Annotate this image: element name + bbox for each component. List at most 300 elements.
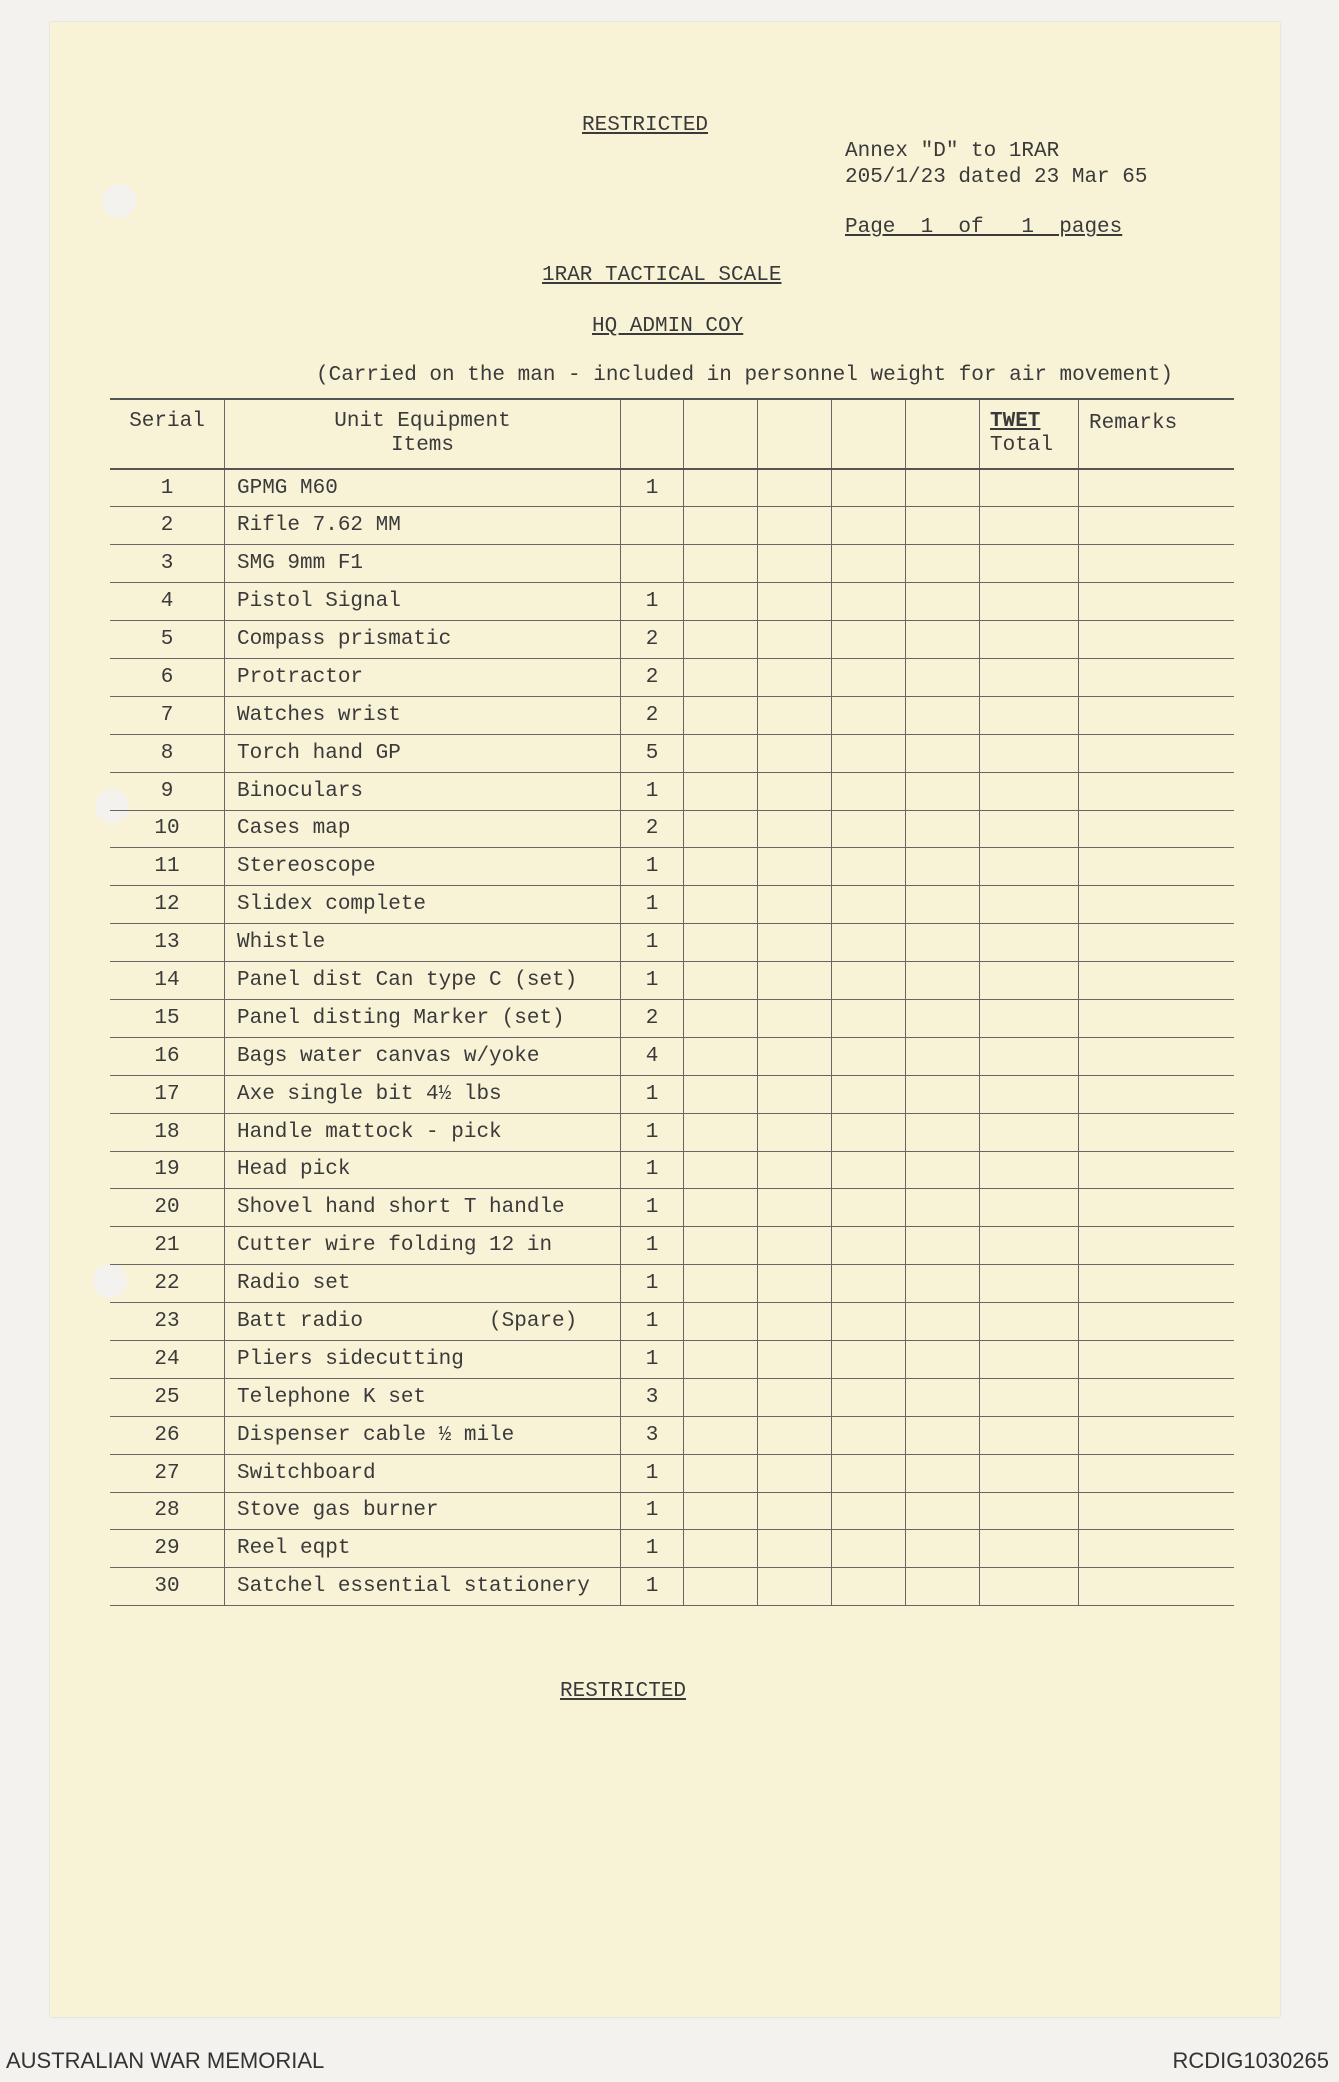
annex-line-2: 205/1/23 dated 23 Mar 65 xyxy=(845,166,1148,189)
item-cell: Cutter wire folding 12 in xyxy=(225,1227,621,1265)
header-items-line-1: Unit Equipment xyxy=(334,410,511,433)
quantity-cell xyxy=(621,507,684,545)
remarks-cell xyxy=(1079,1340,1235,1378)
twet-total-cell xyxy=(980,1037,1079,1075)
twet-total-cell xyxy=(980,924,1079,962)
quantity-cell: 2 xyxy=(621,810,684,848)
item-cell: Rifle 7.62 MM xyxy=(225,507,621,545)
blank-cell xyxy=(832,1416,906,1454)
header-twet: TWET xyxy=(990,410,1041,433)
table-row xyxy=(110,696,1234,734)
table-header-row xyxy=(110,399,1234,469)
item-cell: Pliers sidecutting xyxy=(225,1340,621,1378)
twet-total-cell xyxy=(980,1303,1079,1341)
blank-cell xyxy=(906,924,980,962)
blank-cell xyxy=(758,1037,832,1075)
quantity-cell: 1 xyxy=(621,1492,684,1530)
blank-cell xyxy=(906,962,980,1000)
quantity-cell: 2 xyxy=(621,696,684,734)
quantity-cell: 5 xyxy=(621,734,684,772)
blank-cell xyxy=(832,1303,906,1341)
twet-total-cell xyxy=(980,1454,1079,1492)
item-cell: Whistle xyxy=(225,924,621,962)
blank-cell xyxy=(684,621,758,659)
header-blank-1 xyxy=(684,399,758,469)
table-row xyxy=(110,545,1234,583)
twet-total-cell xyxy=(980,810,1079,848)
quantity-cell: 1 xyxy=(621,962,684,1000)
blank-cell xyxy=(758,886,832,924)
blank-cell xyxy=(832,696,906,734)
quantity-cell: 1 xyxy=(621,848,684,886)
quantity-cell: 3 xyxy=(621,1416,684,1454)
serial-cell: 8 xyxy=(110,734,225,772)
table-row xyxy=(110,1265,1234,1303)
item-cell: SMG 9mm F1 xyxy=(225,545,621,583)
blank-cell xyxy=(832,999,906,1037)
table-row xyxy=(110,583,1234,621)
blank-cell xyxy=(758,1530,832,1568)
blank-cell xyxy=(758,848,832,886)
remarks-cell xyxy=(1079,1454,1235,1492)
twet-total-cell xyxy=(980,1189,1079,1227)
twet-total-cell xyxy=(980,1568,1079,1606)
serial-cell: 15 xyxy=(110,999,225,1037)
remarks-cell xyxy=(1079,734,1235,772)
blank-cell xyxy=(684,1568,758,1606)
serial-cell: 27 xyxy=(110,1454,225,1492)
blank-cell xyxy=(832,1189,906,1227)
item-cell: Slidex complete xyxy=(225,886,621,924)
twet-total-cell xyxy=(980,1492,1079,1530)
blank-cell xyxy=(684,1189,758,1227)
blank-cell xyxy=(684,1113,758,1151)
blank-cell xyxy=(906,583,980,621)
table-row xyxy=(110,469,1234,507)
quantity-cell: 1 xyxy=(621,1265,684,1303)
blank-cell xyxy=(906,1303,980,1341)
twet-total-cell xyxy=(980,886,1079,924)
table-row xyxy=(110,999,1234,1037)
twet-total-cell xyxy=(980,772,1079,810)
blank-cell xyxy=(832,1492,906,1530)
twet-total-cell xyxy=(980,469,1079,507)
item-cell: Handle mattock - pick xyxy=(225,1113,621,1151)
blank-cell xyxy=(684,1530,758,1568)
document-subtitle: HQ ADMIN COY xyxy=(592,315,744,338)
table-row xyxy=(110,621,1234,659)
header-twet-total xyxy=(980,399,1079,469)
archive-footer xyxy=(0,2040,1339,2082)
remarks-cell xyxy=(1079,772,1235,810)
blank-cell xyxy=(684,848,758,886)
header-items-line-2: Items xyxy=(390,434,454,457)
remarks-cell xyxy=(1079,1151,1235,1189)
quantity-cell: 3 xyxy=(621,1378,684,1416)
item-cell: Watches wrist xyxy=(225,696,621,734)
quantity-cell: 2 xyxy=(621,999,684,1037)
blank-cell xyxy=(906,772,980,810)
twet-total-cell xyxy=(980,545,1079,583)
serial-cell: 22 xyxy=(110,1265,225,1303)
table-row xyxy=(110,772,1234,810)
blank-cell xyxy=(758,507,832,545)
table-row xyxy=(110,1378,1234,1416)
quantity-cell: 1 xyxy=(621,1113,684,1151)
item-cell: Shovel hand short T handle xyxy=(225,1189,621,1227)
serial-cell: 18 xyxy=(110,1113,225,1151)
quantity-cell: 1 xyxy=(621,469,684,507)
serial-cell: 20 xyxy=(110,1189,225,1227)
serial-cell: 12 xyxy=(110,886,225,924)
table-row xyxy=(110,1151,1234,1189)
blank-cell xyxy=(906,1530,980,1568)
serial-cell: 13 xyxy=(110,924,225,962)
item-cell: Batt radio (Spare) xyxy=(225,1303,621,1341)
blank-cell xyxy=(684,1340,758,1378)
blank-cell xyxy=(906,1454,980,1492)
item-cell: Reel eqpt xyxy=(225,1530,621,1568)
table-row xyxy=(110,848,1234,886)
twet-total-cell xyxy=(980,1075,1079,1113)
remarks-cell xyxy=(1079,1075,1235,1113)
quantity-cell: 1 xyxy=(621,1568,684,1606)
blank-cell xyxy=(758,1378,832,1416)
serial-cell: 17 xyxy=(110,1075,225,1113)
remarks-cell xyxy=(1079,886,1235,924)
twet-total-cell xyxy=(980,1227,1079,1265)
blank-cell xyxy=(832,545,906,583)
serial-cell: 24 xyxy=(110,1340,225,1378)
serial-cell: 28 xyxy=(110,1492,225,1530)
blank-cell xyxy=(684,1416,758,1454)
twet-total-cell xyxy=(980,1530,1079,1568)
blank-cell xyxy=(758,924,832,962)
blank-cell xyxy=(758,469,832,507)
quantity-cell: 1 xyxy=(621,583,684,621)
item-cell: Binoculars xyxy=(225,772,621,810)
item-cell: Compass prismatic xyxy=(225,621,621,659)
blank-cell xyxy=(906,507,980,545)
blank-cell xyxy=(832,1113,906,1151)
blank-cell xyxy=(832,962,906,1000)
remarks-cell xyxy=(1079,848,1235,886)
blank-cell xyxy=(758,1227,832,1265)
serial-cell: 11 xyxy=(110,848,225,886)
item-cell: Telephone K set xyxy=(225,1378,621,1416)
twet-total-cell xyxy=(980,734,1079,772)
blank-cell xyxy=(758,810,832,848)
twet-total-cell xyxy=(980,962,1079,1000)
blank-cell xyxy=(906,1227,980,1265)
blank-cell xyxy=(684,886,758,924)
blank-cell xyxy=(906,1151,980,1189)
table-row xyxy=(110,1227,1234,1265)
blank-cell xyxy=(684,507,758,545)
blank-cell xyxy=(684,1303,758,1341)
serial-cell: 2 xyxy=(110,507,225,545)
serial-cell: 3 xyxy=(110,545,225,583)
quantity-cell: 1 xyxy=(621,1530,684,1568)
blank-cell xyxy=(684,999,758,1037)
table-row xyxy=(110,734,1234,772)
blank-cell xyxy=(758,1340,832,1378)
item-cell: Switchboard xyxy=(225,1454,621,1492)
serial-cell: 10 xyxy=(110,810,225,848)
twet-total-cell xyxy=(980,1340,1079,1378)
blank-cell xyxy=(758,1303,832,1341)
blank-cell xyxy=(832,1227,906,1265)
blank-cell xyxy=(832,1454,906,1492)
table-row xyxy=(110,924,1234,962)
blank-cell xyxy=(832,1378,906,1416)
table-row xyxy=(110,962,1234,1000)
serial-cell: 9 xyxy=(110,772,225,810)
blank-cell xyxy=(906,1492,980,1530)
blank-cell xyxy=(758,621,832,659)
blank-cell xyxy=(684,696,758,734)
serial-cell: 26 xyxy=(110,1416,225,1454)
table-row xyxy=(110,886,1234,924)
footer-institution: AUSTRALIAN WAR MEMORIAL xyxy=(6,2048,325,2073)
twet-total-cell xyxy=(980,507,1079,545)
blank-cell xyxy=(906,1037,980,1075)
table-row xyxy=(110,1037,1234,1075)
blank-cell xyxy=(832,924,906,962)
blank-cell xyxy=(684,545,758,583)
header-blank-4 xyxy=(906,399,980,469)
table-row xyxy=(110,1568,1234,1606)
remarks-cell xyxy=(1079,999,1235,1037)
blank-cell xyxy=(832,772,906,810)
blank-cell xyxy=(832,810,906,848)
quantity-cell: 1 xyxy=(621,1227,684,1265)
blank-cell xyxy=(906,1265,980,1303)
blank-cell xyxy=(906,469,980,507)
blank-cell xyxy=(684,1227,758,1265)
blank-cell xyxy=(758,1113,832,1151)
item-cell: Panel disting Marker (set) xyxy=(225,999,621,1037)
blank-cell xyxy=(758,1265,832,1303)
blank-cell xyxy=(906,1378,980,1416)
blank-cell xyxy=(906,696,980,734)
blank-cell xyxy=(758,583,832,621)
item-cell: Head pick xyxy=(225,1151,621,1189)
table-row xyxy=(110,1303,1234,1341)
blank-cell xyxy=(906,545,980,583)
item-cell: Torch hand GP xyxy=(225,734,621,772)
remarks-cell xyxy=(1079,658,1235,696)
quantity-cell xyxy=(621,545,684,583)
blank-cell xyxy=(758,1075,832,1113)
blank-cell xyxy=(832,1265,906,1303)
item-cell: Radio set xyxy=(225,1265,621,1303)
blank-cell xyxy=(832,1340,906,1378)
blank-cell xyxy=(684,1075,758,1113)
header-remarks: Remarks xyxy=(1089,412,1178,435)
twet-total-cell xyxy=(980,1378,1079,1416)
item-cell: Pistol Signal xyxy=(225,583,621,621)
serial-cell: 14 xyxy=(110,962,225,1000)
remarks-cell xyxy=(1079,1189,1235,1227)
blank-cell xyxy=(906,1340,980,1378)
item-cell: Bags water canvas w/yoke xyxy=(225,1037,621,1075)
remarks-cell xyxy=(1079,1492,1235,1530)
blank-cell xyxy=(906,1416,980,1454)
header-blank-2 xyxy=(758,399,832,469)
blank-cell xyxy=(684,1454,758,1492)
blank-cell xyxy=(684,810,758,848)
header-blank-3 xyxy=(832,399,906,469)
blank-cell xyxy=(758,1492,832,1530)
blank-cell xyxy=(906,734,980,772)
serial-cell: 25 xyxy=(110,1378,225,1416)
blank-cell xyxy=(684,583,758,621)
remarks-cell xyxy=(1079,810,1235,848)
twet-total-cell xyxy=(980,658,1079,696)
item-cell: Stereoscope xyxy=(225,848,621,886)
blank-cell xyxy=(906,621,980,659)
blank-cell xyxy=(832,1075,906,1113)
quantity-cell: 2 xyxy=(621,621,684,659)
table-row xyxy=(110,1530,1234,1568)
remarks-cell xyxy=(1079,962,1235,1000)
annex-line-1: Annex "D" to 1RAR xyxy=(845,140,1060,163)
blank-cell xyxy=(758,1151,832,1189)
serial-cell: 7 xyxy=(110,696,225,734)
blank-cell xyxy=(832,1037,906,1075)
blank-cell xyxy=(684,658,758,696)
quantity-cell: 1 xyxy=(621,1303,684,1341)
quantity-cell: 1 xyxy=(621,1075,684,1113)
twet-total-cell xyxy=(980,1416,1079,1454)
blank-cell xyxy=(684,772,758,810)
remarks-cell xyxy=(1079,1227,1235,1265)
blank-cell xyxy=(684,1151,758,1189)
classification-top: RESTRICTED xyxy=(582,114,709,137)
quantity-cell: 1 xyxy=(621,1189,684,1227)
blank-cell xyxy=(758,962,832,1000)
blank-cell xyxy=(906,658,980,696)
twet-total-cell xyxy=(980,999,1079,1037)
table-row xyxy=(110,1113,1234,1151)
serial-cell: 1 xyxy=(110,469,225,507)
header-qty-blank xyxy=(621,399,684,469)
blank-cell xyxy=(906,1113,980,1151)
remarks-cell xyxy=(1079,924,1235,962)
blank-cell xyxy=(758,772,832,810)
blank-cell xyxy=(832,886,906,924)
serial-cell: 21 xyxy=(110,1227,225,1265)
quantity-cell: 1 xyxy=(621,1340,684,1378)
quantity-cell: 1 xyxy=(621,1151,684,1189)
blank-cell xyxy=(684,924,758,962)
remarks-cell xyxy=(1079,1113,1235,1151)
twet-total-cell xyxy=(980,848,1079,886)
blank-cell xyxy=(758,999,832,1037)
blank-cell xyxy=(832,621,906,659)
blank-cell xyxy=(906,1189,980,1227)
blank-cell xyxy=(832,1530,906,1568)
table-row xyxy=(110,1189,1234,1227)
twet-total-cell xyxy=(980,1113,1079,1151)
quantity-cell: 2 xyxy=(621,658,684,696)
blank-cell xyxy=(758,734,832,772)
blank-cell xyxy=(832,1568,906,1606)
header-items xyxy=(225,399,621,469)
blank-cell xyxy=(758,1454,832,1492)
blank-cell xyxy=(758,1416,832,1454)
remarks-cell xyxy=(1079,1568,1235,1606)
page-reference: Page 1 of 1 pages xyxy=(845,216,1123,239)
blank-cell xyxy=(906,810,980,848)
blank-cell xyxy=(906,1568,980,1606)
remarks-cell xyxy=(1079,1037,1235,1075)
serial-cell: 30 xyxy=(110,1568,225,1606)
quantity-cell: 1 xyxy=(621,1454,684,1492)
quantity-cell: 1 xyxy=(621,886,684,924)
blank-cell xyxy=(906,999,980,1037)
punch-hole-top xyxy=(102,184,136,218)
blank-cell xyxy=(832,848,906,886)
blank-cell xyxy=(684,962,758,1000)
header-total: Total xyxy=(990,434,1054,457)
quantity-cell: 1 xyxy=(621,772,684,810)
item-cell: GPMG M60 xyxy=(225,469,621,507)
quantity-cell: 1 xyxy=(621,924,684,962)
serial-cell: 29 xyxy=(110,1530,225,1568)
remarks-cell xyxy=(1079,469,1235,507)
blank-cell xyxy=(906,886,980,924)
blank-cell xyxy=(832,507,906,545)
quantity-cell: 4 xyxy=(621,1037,684,1075)
blank-cell xyxy=(832,469,906,507)
blank-cell xyxy=(832,734,906,772)
twet-total-cell xyxy=(980,583,1079,621)
table-row xyxy=(110,1340,1234,1378)
blank-cell xyxy=(684,469,758,507)
item-cell: Axe single bit 4½ lbs xyxy=(225,1075,621,1113)
header-serial: Serial xyxy=(110,399,225,469)
blank-cell xyxy=(832,583,906,621)
remarks-cell xyxy=(1079,545,1235,583)
item-cell: Dispenser cable ½ mile xyxy=(225,1416,621,1454)
remarks-cell xyxy=(1079,583,1235,621)
item-cell: Stove gas burner xyxy=(225,1492,621,1530)
item-cell: Satchel essential stationery xyxy=(225,1568,621,1606)
twet-total-cell xyxy=(980,696,1079,734)
serial-cell: 16 xyxy=(110,1037,225,1075)
table-row xyxy=(110,1416,1234,1454)
blank-cell xyxy=(684,1492,758,1530)
remarks-cell xyxy=(1079,1378,1235,1416)
serial-cell: 19 xyxy=(110,1151,225,1189)
blank-cell xyxy=(684,734,758,772)
table-row xyxy=(110,658,1234,696)
classification-bottom: RESTRICTED xyxy=(560,1680,687,1703)
blank-cell xyxy=(684,1265,758,1303)
blank-cell xyxy=(906,1075,980,1113)
blank-cell xyxy=(758,545,832,583)
serial-cell: 4 xyxy=(110,583,225,621)
remarks-cell xyxy=(1079,1416,1235,1454)
footer-catalog-id: RCDIG1030265 xyxy=(1172,2048,1329,2073)
blank-cell xyxy=(758,696,832,734)
document-title: 1RAR TACTICAL SCALE xyxy=(542,264,782,287)
remarks-cell xyxy=(1079,1530,1235,1568)
remarks-cell xyxy=(1079,1265,1235,1303)
carriage-note: (Carried on the man - included in personnel weight for air movement) xyxy=(316,364,1173,387)
